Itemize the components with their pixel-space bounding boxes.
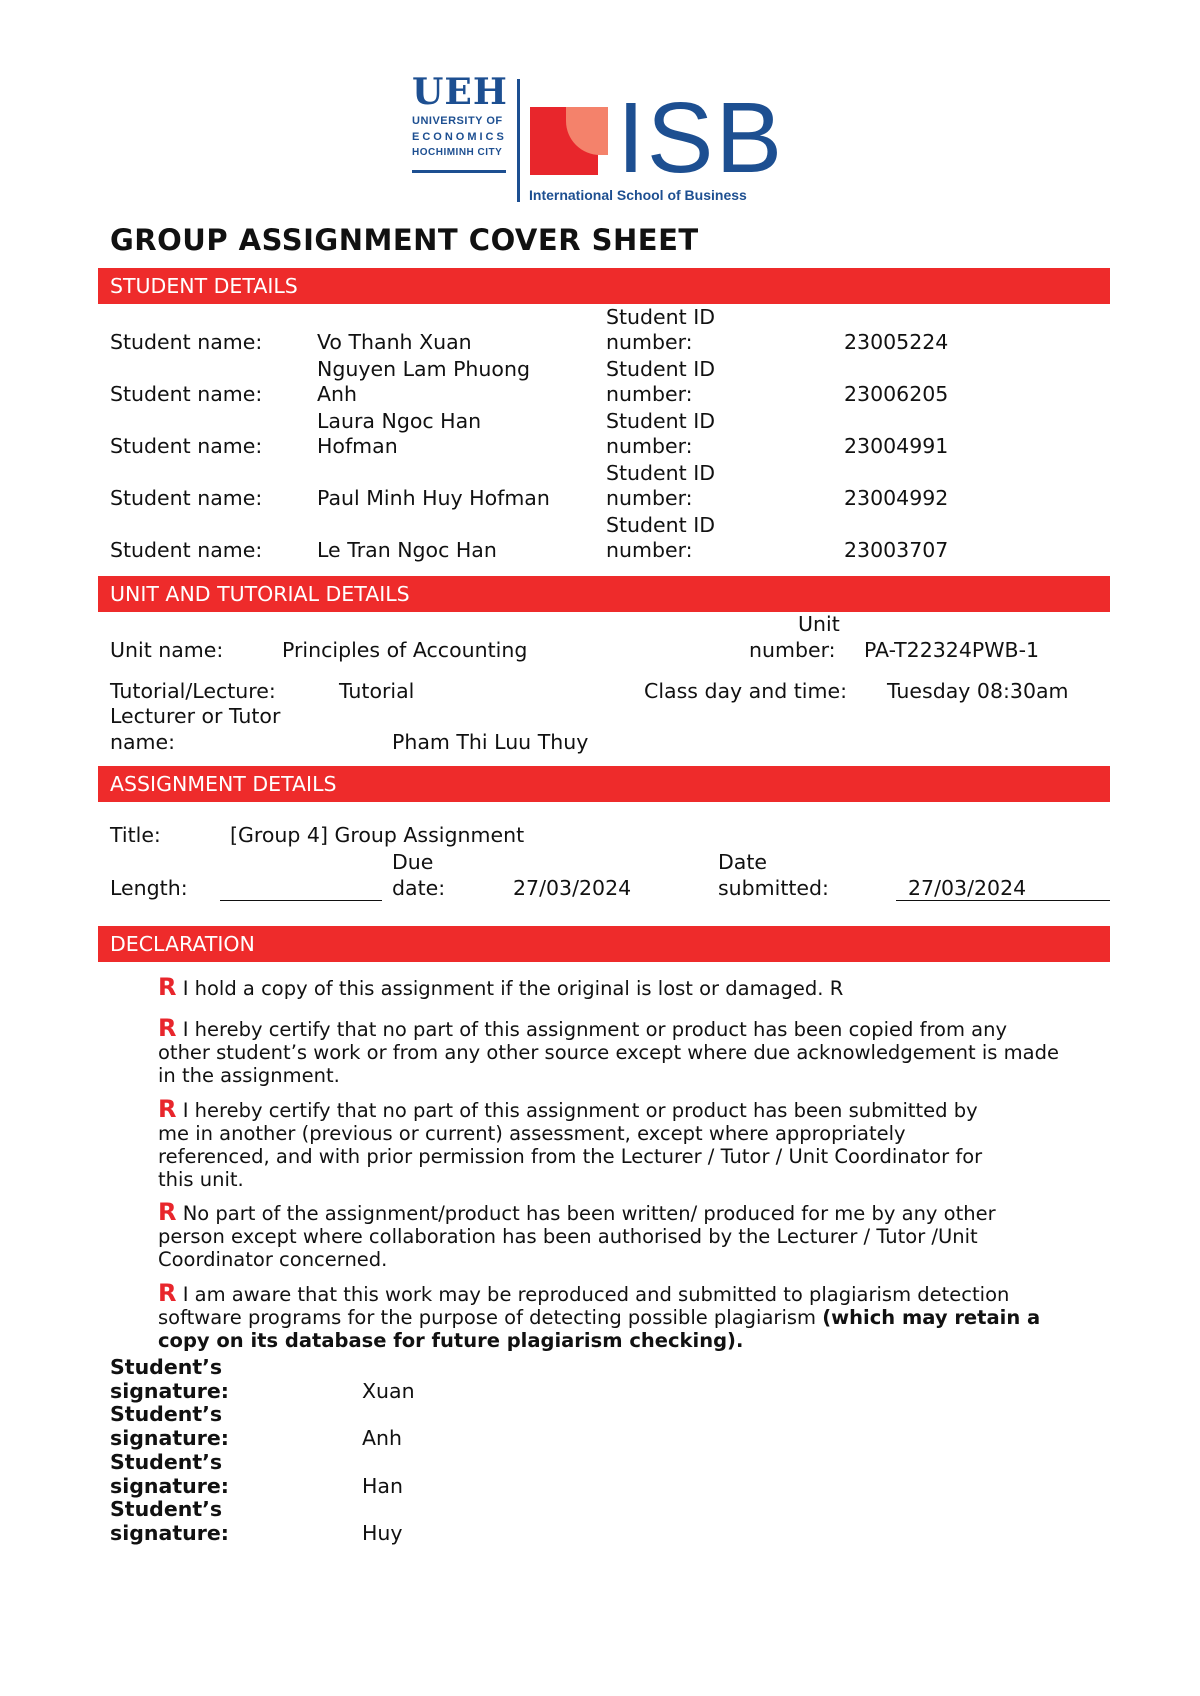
- tutorial-value: Tutorial: [339, 679, 415, 703]
- checkbox-marker-icon: R: [158, 1279, 177, 1307]
- student-name: Paul Minh Huy Hofman: [317, 486, 550, 510]
- student-id: 23004991: [844, 434, 949, 458]
- assignment-title: [Group 4] Group Assignment: [230, 823, 525, 847]
- checkbox-marker-icon: R: [158, 1198, 177, 1226]
- signature-label-2: signature:: [110, 1474, 229, 1498]
- declaration-text: other student’s work or from any other source except where due acknowledgement is made: [158, 1041, 1059, 1064]
- declaration-text: me in another (previous or current) assessment, except where appropriately: [158, 1122, 906, 1145]
- signature-value: Huy: [362, 1521, 403, 1545]
- declaration-item: [158, 1014, 1098, 1087]
- isb-subtitle: International School of Business: [529, 187, 747, 203]
- declaration-text-bold: (which may retain a: [822, 1306, 1041, 1329]
- unit-number-label-2: number:: [749, 638, 836, 662]
- student-id-label: Student ID: [606, 357, 716, 381]
- declaration-text: referenced, and with prior permission from the Lecturer / Tutor / Unit Coordinator for: [158, 1145, 983, 1168]
- signature-value: Han: [362, 1474, 403, 1498]
- student-id-label-2: number:: [606, 330, 693, 354]
- ueh-rule: [412, 170, 506, 173]
- declaration-text: software programs for the purpose of detecting possible plagiarism: [158, 1306, 817, 1329]
- declaration-item: [158, 973, 1098, 1001]
- signature-label-2: signature:: [110, 1426, 229, 1450]
- student-name-cont: Hofman: [317, 434, 398, 458]
- checkbox-marker-icon: R: [158, 1014, 177, 1042]
- student-id: 23004992: [844, 486, 949, 510]
- student-id-label-2: number:: [606, 538, 693, 562]
- signature-label: Student’s: [110, 1497, 223, 1521]
- unit-details-header: UNIT AND TUTORIAL DETAILS: [98, 576, 1110, 612]
- date-submitted: 27/03/2024: [908, 876, 1027, 900]
- due-date: 27/03/2024: [513, 876, 632, 900]
- student-name-label: Student name:: [110, 538, 263, 562]
- unit-number-label: Unit: [798, 612, 840, 636]
- student-name-cont: Anh: [317, 382, 358, 406]
- student-name: Laura Ngoc Han: [317, 409, 482, 433]
- unit-name-label: Unit name:: [110, 638, 224, 662]
- student-name-label: Student name:: [110, 382, 263, 406]
- declaration-item: [158, 1279, 1098, 1352]
- checkbox-marker-icon: R: [158, 973, 177, 1001]
- tutorial-label: Tutorial/Lecture:: [110, 679, 276, 703]
- declaration-item: [158, 1198, 1098, 1271]
- declaration-text: this unit.: [158, 1168, 244, 1191]
- student-id: 23005224: [844, 330, 949, 354]
- student-id-label: Student ID: [606, 513, 716, 537]
- student-details-header: STUDENT DETAILS: [98, 268, 1110, 304]
- declaration-text: I hold a copy of this assignment if the original is lost or damaged. R: [182, 977, 844, 1000]
- ueh-logo-text: UEH: [412, 71, 508, 113]
- logo-divider: [517, 79, 520, 202]
- signature-label: Student’s: [110, 1450, 223, 1474]
- assignment-details-header: ASSIGNMENT DETAILS: [98, 766, 1110, 802]
- date-submitted-label-2: submitted:: [718, 876, 829, 900]
- declaration-text: in the assignment.: [158, 1064, 340, 1087]
- student-id-label: Student ID: [606, 461, 716, 485]
- signature-label-2: signature:: [110, 1521, 229, 1545]
- date-submitted-label: Date: [718, 850, 767, 874]
- due-date-label: Due: [392, 850, 434, 874]
- declaration-text: Coordinator concerned.: [158, 1248, 388, 1271]
- declaration-text: No part of the assignment/product has been written/ produced for me by any other: [182, 1202, 996, 1225]
- student-id-label-2: number:: [606, 486, 693, 510]
- logo: [412, 71, 785, 204]
- page-title: GROUP ASSIGNMENT COVER SHEET: [110, 223, 699, 257]
- checkbox-marker-icon: R: [158, 1095, 177, 1123]
- signature-value: Xuan: [362, 1379, 415, 1403]
- student-name: Vo Thanh Xuan: [317, 330, 472, 354]
- declaration-text: person except where collaboration has been authorised by the Lecturer / Tutor /Unit: [158, 1225, 978, 1248]
- declaration-text: I hereby certify that no part of this assignment or product has been copied from any: [182, 1018, 1008, 1041]
- student-id: 23006205: [844, 382, 949, 406]
- student-id-label-2: number:: [606, 434, 693, 458]
- student-name-label: Student name:: [110, 330, 263, 354]
- declaration-text: I am aware that this work may be reproduced and submitted to plagiarism detection: [182, 1283, 1010, 1306]
- signature-value: Anh: [362, 1426, 403, 1450]
- assignment-title-label: Title:: [110, 823, 161, 847]
- student-name: Le Tran Ngoc Han: [317, 538, 497, 562]
- declaration-header: DECLARATION: [98, 926, 1110, 962]
- declaration-item: [158, 1095, 1098, 1191]
- student-name-label: Student name:: [110, 486, 263, 510]
- signature-label-2: signature:: [110, 1379, 229, 1403]
- declaration-text-bold: copy on its database for future plagiarism checking).: [158, 1329, 744, 1352]
- student-id-label: Student ID: [606, 305, 716, 329]
- class-time: Tuesday 08:30am: [887, 679, 1069, 703]
- student-name-label: Student name:: [110, 434, 263, 458]
- declaration-text: I hereby certify that no part of this assignment or product has been submitted by: [182, 1099, 978, 1122]
- isb-logo-text: ISB: [617, 82, 785, 194]
- signature-label: Student’s: [110, 1402, 223, 1426]
- unit-number: PA-T22324PWB-1: [864, 638, 1040, 662]
- date-submitted-underline: [896, 900, 1110, 901]
- due-date-label-2: date:: [392, 876, 446, 900]
- unit-name: Principles of Accounting: [282, 638, 528, 662]
- student-id: 23003707: [844, 538, 949, 562]
- student-id-label: Student ID: [606, 409, 716, 433]
- student-name: Nguyen Lam Phuong: [317, 357, 530, 381]
- ueh-line-2: ECONOMICS: [412, 131, 507, 143]
- class-time-label: Class day and time:: [644, 679, 847, 703]
- ueh-line-3: HOCHIMINH CITY: [412, 147, 503, 158]
- student-id-label-2: number:: [606, 382, 693, 406]
- signature-label: Student’s: [110, 1355, 223, 1379]
- lecturer-name: Pham Thi Luu Thuy: [392, 730, 589, 754]
- ueh-line-1: UNIVERSITY OF: [412, 115, 503, 127]
- lecturer-label-2: name:: [110, 730, 176, 754]
- lecturer-label: Lecturer or Tutor: [110, 704, 281, 728]
- length-label: Length:: [110, 876, 188, 900]
- length-underline: [220, 900, 382, 901]
